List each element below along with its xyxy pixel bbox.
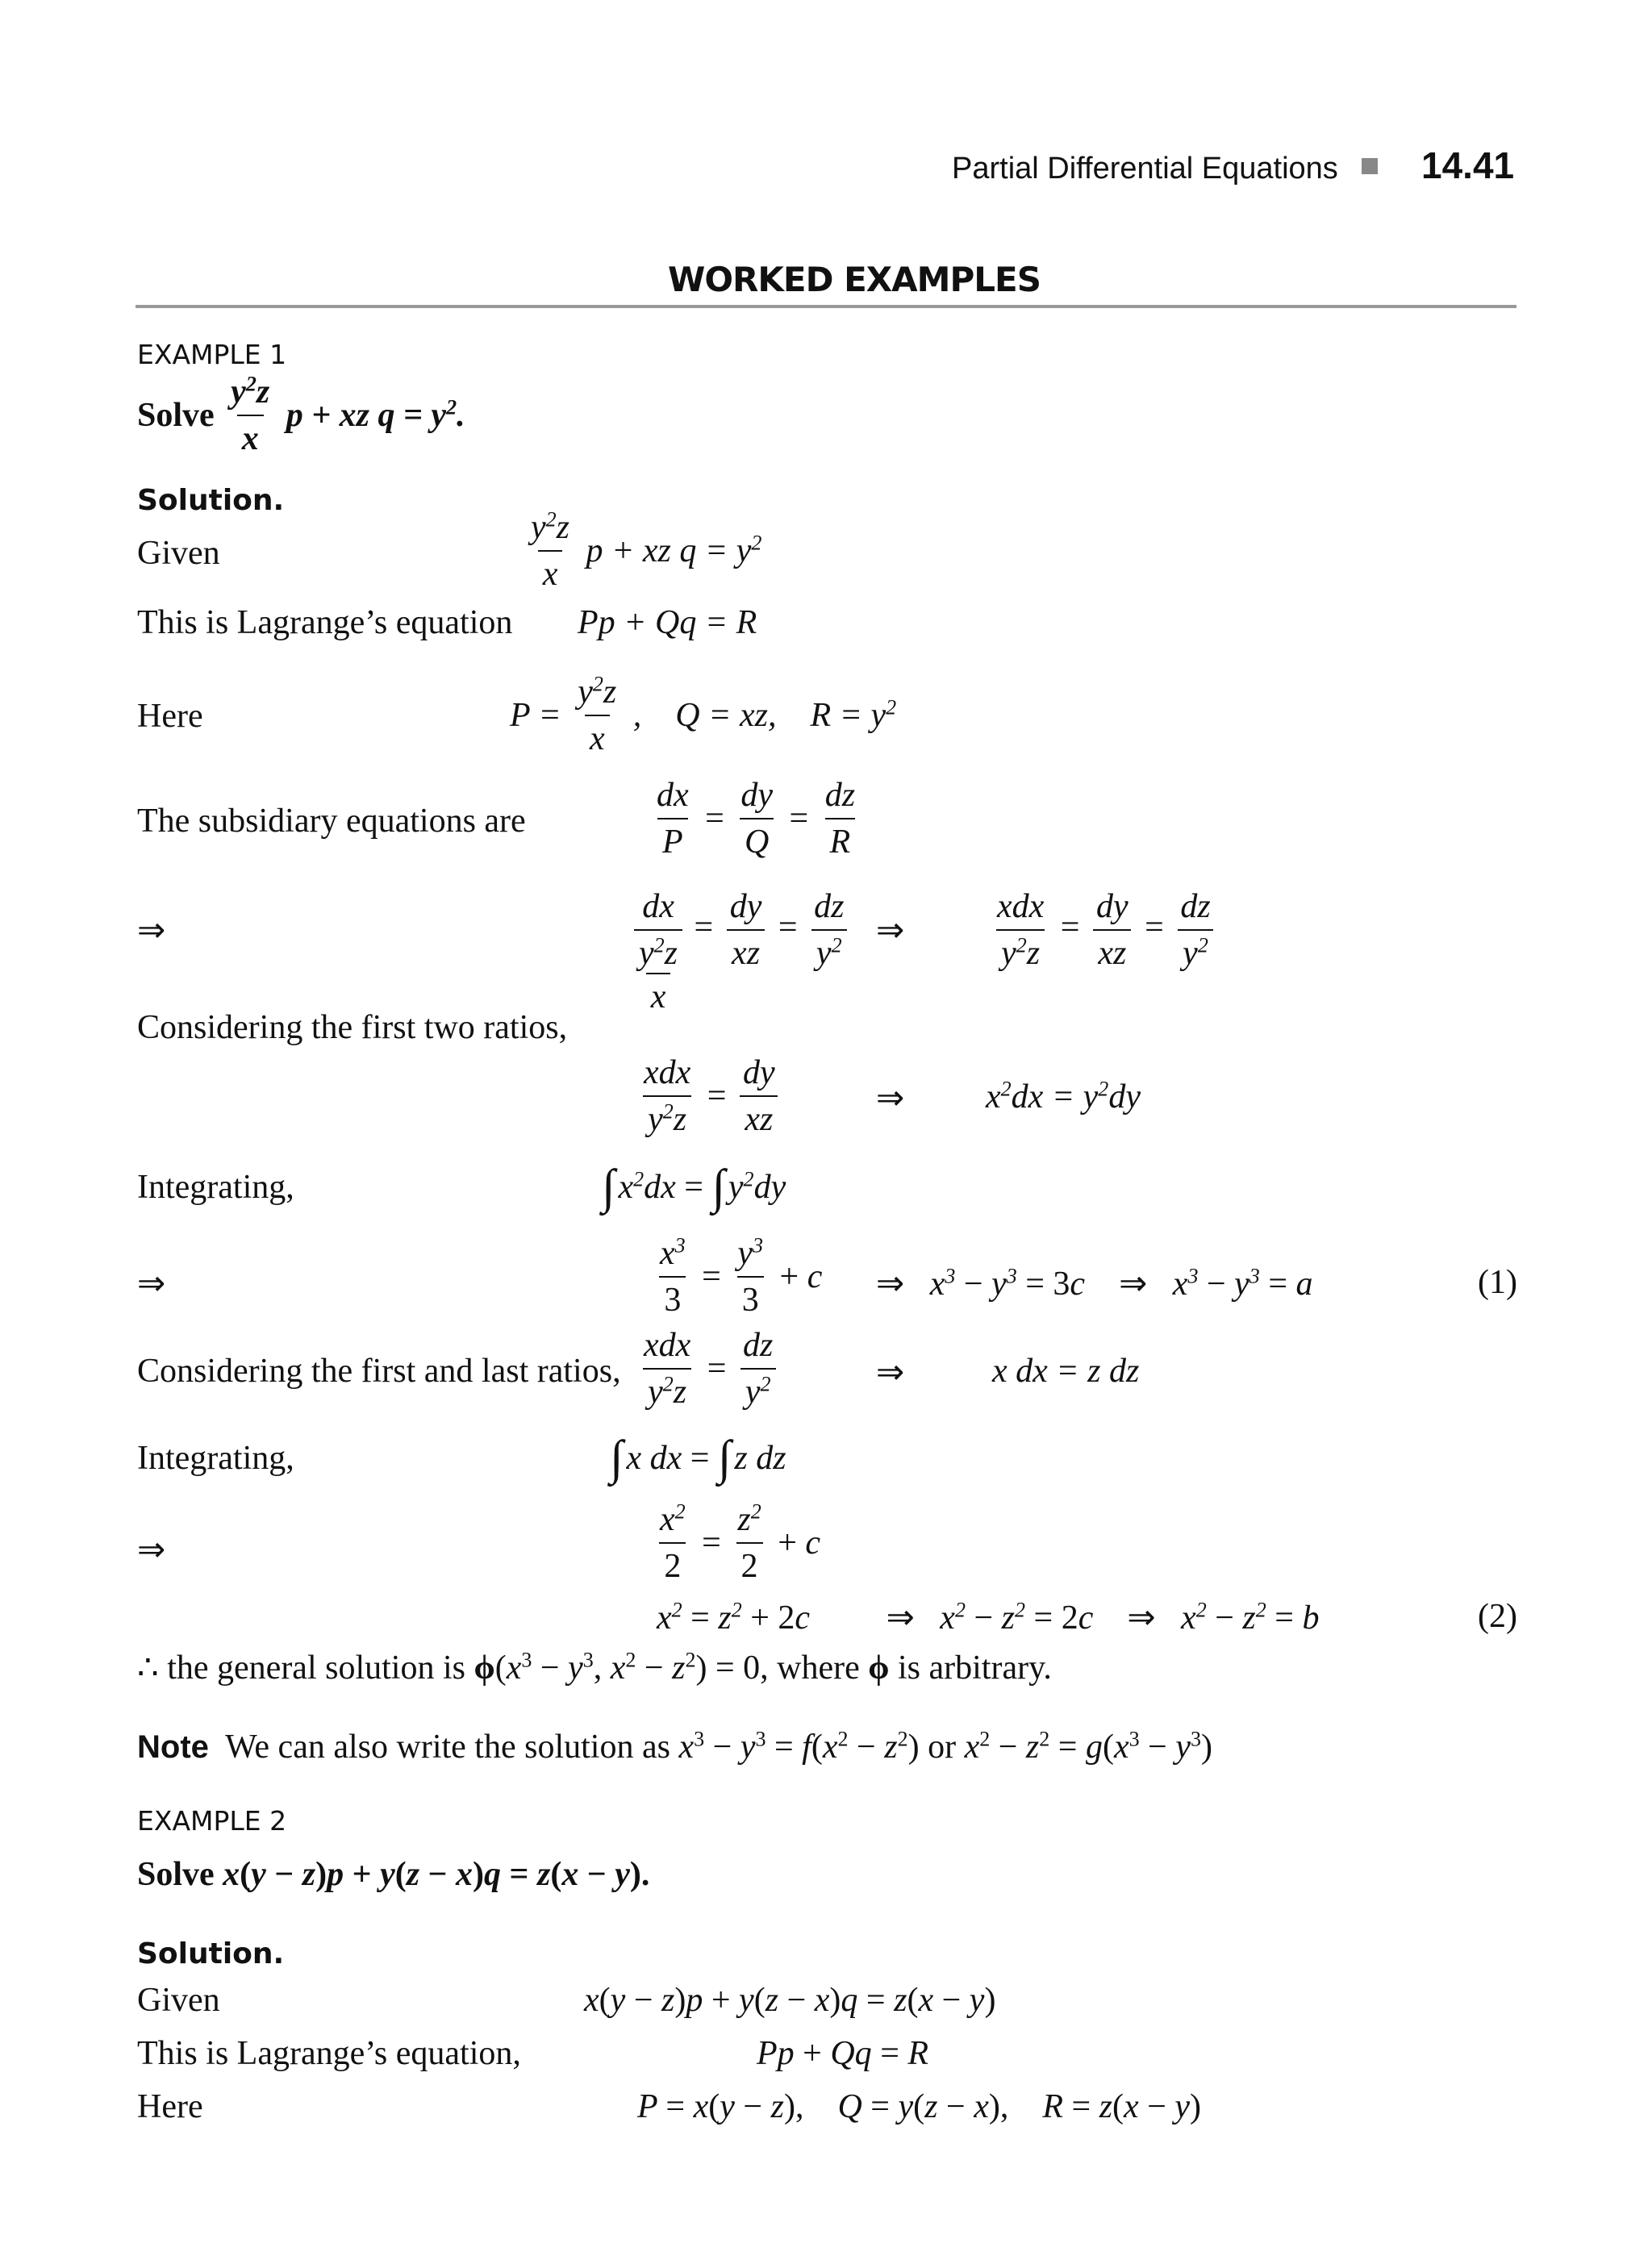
- lagrange-equation: Pp + Qq = R: [578, 604, 757, 641]
- implies-arrow-1: ⇒: [137, 912, 166, 949]
- ratios-simplified: $\frac{\text{xdx}}{y^2z}$ = $\frac{dy}{xz}$ = $\frac{dz}{y^2}$: [989, 887, 1219, 973]
- first-last-text: Considering the first and last ratios,: [137, 1353, 621, 1390]
- subsidiary-equation: $\frac{dx}{P}$ = $\frac{dy}{Q}$ = $\frac{dz}{R}$: [657, 777, 856, 861]
- here-label: Here: [137, 698, 203, 735]
- integral-equation-2: ∫x dx = ∫z dz: [610, 1431, 786, 1484]
- solution-label-2: Solution.: [137, 1937, 285, 1970]
- example1-label: EXAMPLE 1: [137, 339, 287, 370]
- first-two-equation: $\frac{\text{xdx}}{y^2z}$ = $\frac{dy}{xz}$: [636, 1053, 783, 1139]
- solve-word: Solve: [137, 397, 215, 434]
- solution-label: Solution.: [137, 484, 285, 517]
- integral-equation-1: $\int x^2dx = \int y^2dy$: [602, 1160, 786, 1213]
- result-2-chain: $x^2 = z^2 + 2c$ ⇒ $x^2 - z^2 = 2c$ ⇒ $x^2 - z^2 = b$: [657, 1598, 1320, 1637]
- first-last-equation: $\frac{\text{xdx}}{y^2z}$ = $\frac{dz}{y^2}$: [636, 1326, 781, 1412]
- example2-label: EXAMPLE 2: [137, 1805, 287, 1837]
- implies-arrow-1b: ⇒: [876, 912, 905, 949]
- note-line: Note We can also write the solution as $x^3 - y^3 = f(x^2 - z^2)$ or $x^2 - z^2 = g(x^3 - y^3)$: [137, 1727, 1213, 1766]
- implies-arrow-5: ⇒: [137, 1532, 166, 1569]
- example2-problem: Solve x(y − z)p + y(z − x)q = z(x − y).: [137, 1856, 650, 1893]
- ratios-equation: dx $y^2z$ x = $\frac{dy}{xz}$ = $\frac{dz}{y^2}$: [631, 887, 852, 1016]
- given-equation-2: x(y − z)p + y(z − x)q = z(x − y): [584, 1982, 996, 2019]
- pqr-definitions: P = $\frac{y^2z}{x}$ , Q = xz, $R = y^2$: [510, 672, 897, 757]
- given-label-2: Given: [137, 1982, 220, 2019]
- here-label-2: Here: [137, 2088, 203, 2125]
- result-1-chain: ⇒ $x^3 - y^3 = 3c$ ⇒ $x^3 - y^3 = a$: [876, 1264, 1313, 1303]
- lagrange-text-2: This is Lagrange’s equation,: [137, 2035, 521, 2072]
- general-solution-text: ∴ the general solution is: [137, 1649, 465, 1687]
- first-two-text: Considering the first two ratios,: [137, 1009, 568, 1046]
- note-label: Note: [137, 1729, 209, 1765]
- equation-tag-2: (2): [1478, 1598, 1517, 1635]
- problem-fraction: $\frac{y^2z}{x}$: [231, 372, 270, 457]
- first-two-result: $x^2dx = y^2dy$: [986, 1077, 1141, 1115]
- chapter-title: Partial Differential Equations: [952, 152, 1338, 186]
- header-square-icon: [1362, 158, 1378, 174]
- equation-tag-1: (1): [1478, 1264, 1517, 1301]
- integral-result-1: $\frac{x^3}{3}$ = $\frac{y^3}{3}$ + c: [660, 1233, 823, 1319]
- section-rule: [136, 305, 1516, 308]
- example1-problem: Solve $\frac{y^2z}{x}$ p + xz $q = y^2$.: [137, 372, 465, 457]
- integrating-label-1: Integrating,: [137, 1169, 294, 1206]
- page-number: 14.41: [1421, 144, 1515, 186]
- implies-arrow-4: ⇒: [876, 1354, 905, 1391]
- first-last-result: x dx = z dz: [992, 1353, 1140, 1390]
- note-text: We can also write the solution as: [225, 1728, 670, 1766]
- general-solution: ∴ the general solution is $\phi(x^3 - y^3$, $x^2 - z^2) = 0$, where ϕ is arbitrary.: [137, 1648, 1052, 1687]
- implies-arrow-3: ⇒: [137, 1266, 166, 1303]
- implies-arrow-2: ⇒: [876, 1080, 905, 1117]
- integrating-label-2: Integrating,: [137, 1440, 294, 1477]
- lagrange-text: This is Lagrange’s equation: [137, 604, 513, 641]
- section-title: WORKED EXAMPLES: [668, 260, 1041, 299]
- given-label: Given: [137, 535, 220, 572]
- lagrange-equation-2: Pp + Qq = R: [757, 2035, 929, 2072]
- subsidiary-text: The subsidiary equations are: [137, 803, 526, 840]
- solve-word-2: Solve: [137, 1856, 215, 1893]
- integral-result-2: $\frac{x^2}{2}$ = $\frac{z^2}{2}$ + c: [660, 1499, 821, 1585]
- pqr-definitions-2: P = x(y − z), Q = y(z − x), R = z(x − y): [637, 2088, 1202, 2125]
- given-equation: $\frac{y^2z}{x}$ p + xz $q = y^2$: [531, 507, 762, 593]
